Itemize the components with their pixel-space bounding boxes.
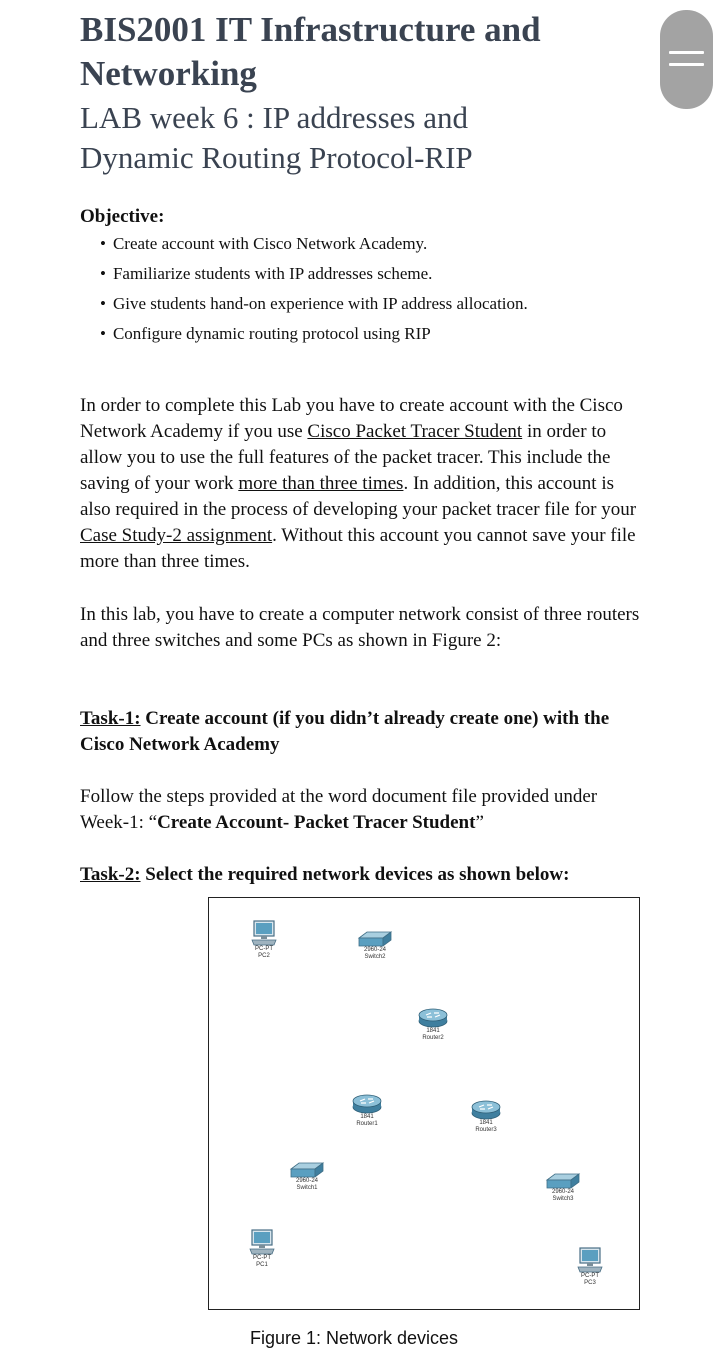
- device-type-label: 2960-24: [295, 1178, 319, 1184]
- device-name-label: Router1: [356, 1121, 378, 1127]
- device-type-label: 1841: [479, 1120, 493, 1126]
- intro-text-3: . In addition, this account is also required in the process of developing your packet tracer file for your: [80, 473, 637, 520]
- lab-description-paragraph: In this lab, you have to create a computer network consist of three routers and three switches and some PCs as shown in Figure 2:: [80, 604, 640, 651]
- device-pc2: [247, 920, 281, 960]
- device-switch2: [353, 931, 397, 961]
- switch-icon: [545, 1173, 581, 1189]
- device-name-label: PC3: [584, 1280, 596, 1286]
- objective-item: • Give students hand-on experience with IP address allocation.: [100, 292, 528, 322]
- create-account-doc-title: Create Account- Packet Tracer Student: [157, 812, 476, 833]
- device-type-label: 2960-24: [363, 947, 387, 953]
- switch-icon: [289, 1162, 325, 1178]
- follow-steps-text-2: ”: [475, 812, 484, 833]
- document-subtitle: [80, 98, 640, 178]
- subtitle-line-2: Dynamic Routing Protocol-RIP: [80, 140, 473, 175]
- router-icon: [351, 1094, 383, 1114]
- task-1-text: Create account (if you didn’t already create one) with the Cisco Network Academy: [80, 708, 610, 755]
- device-type-label: 1841: [426, 1028, 440, 1034]
- case-study-2-link[interactable]: Case Study-2 assignment: [80, 525, 273, 546]
- objective-item: • Configure dynamic routing protocol using RIP: [100, 322, 528, 352]
- device-router1: [347, 1094, 387, 1128]
- objective-heading: Objective:: [80, 206, 165, 227]
- router-icon: [470, 1100, 502, 1120]
- task-2-text: Select the required network devices as shown below:: [140, 864, 570, 885]
- objective-item: • Create account with Cisco Network Academy.: [100, 232, 528, 262]
- device-router2: [413, 1008, 453, 1042]
- objective-list: [100, 232, 528, 352]
- device-name-label: Switch2: [364, 954, 386, 960]
- title-line-2: Networking: [80, 54, 257, 93]
- device-switch3: [541, 1173, 585, 1203]
- device-router3: [466, 1100, 506, 1134]
- follow-steps-text-1: Follow the steps provided at the word document file provided under Week-1: “: [80, 786, 598, 833]
- task-1-label: Task-1:: [80, 708, 141, 729]
- hamburger-icon: [669, 63, 704, 66]
- device-name-label: PC2: [258, 953, 270, 959]
- router-icon: [417, 1008, 449, 1028]
- device-type-label: 1841: [360, 1114, 374, 1120]
- network-devices-figure: [208, 897, 640, 1310]
- scroll-handle[interactable]: [660, 10, 713, 109]
- pc-icon: [250, 920, 278, 946]
- hamburger-icon: [669, 51, 704, 54]
- device-name-label: Router3: [475, 1127, 497, 1133]
- subtitle-line-1: LAB week 6 : IP addresses and: [80, 100, 468, 135]
- device-type-label: PC-PT: [255, 946, 273, 952]
- intro-paragraph: [80, 393, 642, 575]
- intro-text-2: in order to allow you to use the full features of the packet tracer. This include the saving of your work: [80, 421, 611, 494]
- device-pc1: [245, 1229, 279, 1269]
- intro-text-1: In order to complete this Lab you have to create account with the Cisco Network Academy if you use: [80, 395, 623, 442]
- follow-steps-paragraph: [80, 784, 642, 836]
- pc-icon: [576, 1247, 604, 1273]
- device-type-label: 2960-24: [551, 1189, 575, 1195]
- device-pc3: [573, 1247, 607, 1287]
- device-switch1: [285, 1162, 329, 1192]
- device-type-label: PC-PT: [581, 1273, 599, 1279]
- pc-icon: [248, 1229, 276, 1255]
- device-name-label: PC1: [256, 1262, 268, 1268]
- task-2-heading: [80, 862, 642, 888]
- switch-icon: [357, 931, 393, 947]
- device-name-label: Router2: [422, 1035, 444, 1041]
- packet-tracer-student-link[interactable]: Cisco Packet Tracer Student: [307, 421, 523, 442]
- device-name-label: Switch1: [296, 1185, 318, 1191]
- intro-text-4: . Without this account you cannot save your file more than three times.: [80, 525, 636, 572]
- objective-item: • Familiarize students with IP addresses scheme.: [100, 262, 528, 292]
- figure-caption: Figure 1: Network devices: [249, 1328, 459, 1348]
- task-1-heading: [80, 706, 642, 758]
- document-title: [80, 8, 640, 96]
- task-2-label: Task-2:: [80, 864, 141, 885]
- device-name-label: Switch3: [552, 1196, 574, 1202]
- title-line-1: BIS2001 IT Infrastructure and: [80, 10, 541, 49]
- device-type-label: PC-PT: [253, 1255, 271, 1261]
- more-than-three-times-link[interactable]: more than three times: [238, 473, 404, 494]
